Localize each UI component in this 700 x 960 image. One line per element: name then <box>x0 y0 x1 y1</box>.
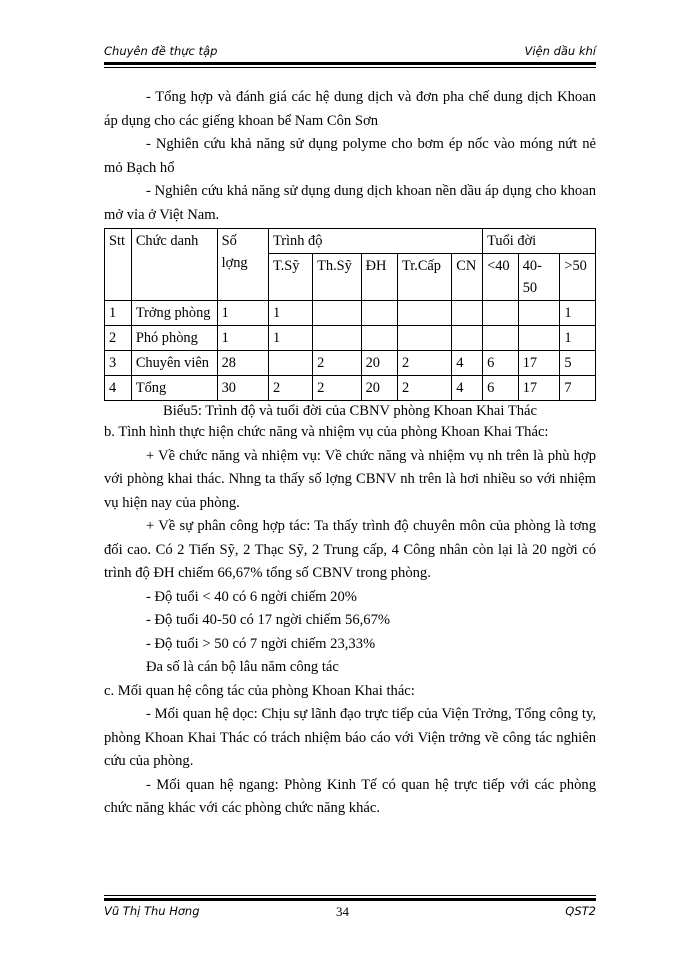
table-cell: 6 <box>483 376 519 401</box>
header-right: Viện dầu khí <box>524 44 596 58</box>
table-cell <box>361 301 397 326</box>
table-cell: 4 <box>452 351 483 376</box>
age-line: - Độ tuổi 40-50 có 17 ngời chiếm 56,67% <box>146 612 391 628</box>
subheader-cell: 40-50 <box>518 254 560 301</box>
page-header <box>104 44 596 62</box>
section-b-paragraph-1: + Về chức năng và nhiệm vụ: Về chức năng và nhiệm vụ nh trên là phù hợp với phòng khai thác. Nhng ta thấy số lợng CBNV nh trên là hơi nhiều so với nhiệm vụ hiện nay của phòng. <box>104 447 596 511</box>
intro-paragraph-3: - Nghiên cứu khả năng sử dụng dung dịch khoan nền dầu áp dụng cho khoan mở vỉa ở Việt Nam. <box>104 183 596 223</box>
table-header-row <box>105 229 596 254</box>
page-number: 34 <box>336 904 349 919</box>
table-cell: 5 <box>560 351 596 376</box>
table-cell: 1 <box>217 301 268 326</box>
table-cell: 2 <box>268 376 312 401</box>
subheader-cell: <40 <box>483 254 519 301</box>
table-cell: 1 <box>268 301 312 326</box>
table-cell <box>483 326 519 351</box>
footer-class: QST2 <box>565 904 596 918</box>
header-so-luong: Số lợng <box>217 229 268 301</box>
table-cell <box>313 301 362 326</box>
age-line: - Độ tuổi > 50 có 7 ngời chiếm 23,33% <box>146 635 376 652</box>
table-row <box>105 301 596 326</box>
table-cell: 2 <box>397 376 451 401</box>
table-cell <box>452 301 483 326</box>
staff-table <box>104 228 596 401</box>
intro-paragraph-2: - Nghiên cứu khả năng sử dụng polyme cho bơm ép nốc vào móng nứt nẻ mỏ Bạch hổ <box>104 136 596 176</box>
table-cell: Tổng <box>131 376 217 401</box>
table-cell: 1 <box>560 326 596 351</box>
table-cell: 2 <box>313 351 362 376</box>
table-cell: Phó phòng <box>131 326 217 351</box>
table-cell: 17 <box>518 376 560 401</box>
header-tuoi-doi: Tuổi đời <box>483 229 596 254</box>
table-cell: 4 <box>105 376 132 401</box>
table-cell <box>397 326 451 351</box>
table-cell: 2 <box>313 376 362 401</box>
table-cell: 30 <box>217 376 268 401</box>
table-cell: 3 <box>105 351 132 376</box>
header-chuc-danh: Chức danh <box>131 229 217 301</box>
subheader-cell: Th.Sỹ <box>313 254 362 301</box>
table-cell: 1 <box>217 326 268 351</box>
section-b-title: b. Tình hình thực hiện chức năng và nhiệm vụ của phòng Khoan Khai Thác: <box>104 424 549 440</box>
footer-rule <box>104 895 596 901</box>
subheader-cell: ĐH <box>361 254 397 301</box>
subheader-cell: Tr.Cấp <box>397 254 451 301</box>
table-cell: 2 <box>397 351 451 376</box>
table-cell: 28 <box>217 351 268 376</box>
table-cell: 20 <box>361 351 397 376</box>
table-cell: 6 <box>483 351 519 376</box>
table-row <box>105 326 596 351</box>
subheader-cell: CN <box>452 254 483 301</box>
table-cell <box>361 326 397 351</box>
table-cell: 17 <box>518 351 560 376</box>
table-cell: 20 <box>361 376 397 401</box>
table-cell <box>268 351 312 376</box>
document-body <box>104 86 596 821</box>
section-b-note: Đa số là cán bộ lâu năm công tác <box>146 659 339 675</box>
section-c-title: c. Mối quan hệ công tác của phòng Khoan Khai thác: <box>104 682 415 699</box>
section-c-paragraph-2: - Mối quan hệ ngang: Phòng Kinh Tế có quan hệ trực tiếp với các phòng chức năng khác với các phòng chức năng khác. <box>104 776 596 816</box>
table-cell <box>452 326 483 351</box>
table-cell <box>313 326 362 351</box>
table-cell: 4 <box>452 376 483 401</box>
table-cell <box>483 301 519 326</box>
section-b-paragraph-2: + Về sự phân công hợp tác: Ta thấy trình độ chuyên môn của phòng là tơng đối cao. Có 2 Tiến Sỹ, 2 Thạc Sỹ, 2 Trung cấp, 4 Công nhân còn lại là 20 ngời có trình độ ĐH chiếm 66,67% tổng số CBNV trong phòng. <box>104 518 596 581</box>
age-line: - Độ tuổi < 40 có 6 ngời chiếm 20% <box>146 588 357 605</box>
header-left: Chuyên đề thực tập <box>104 44 218 58</box>
table-cell: 1 <box>105 301 132 326</box>
table-cell: Trởng phòng <box>131 301 217 326</box>
subheader-cell: T.Sỹ <box>268 254 312 301</box>
header-stt: Stt <box>105 229 132 301</box>
footer-author: Vũ Thị Thu Hơng <box>104 904 200 918</box>
header-rule <box>104 62 596 68</box>
table-row <box>105 376 596 401</box>
subheader-cell: >50 <box>560 254 596 301</box>
section-c-paragraph-1: - Mối quan hệ dọc: Chịu sự lãnh đạo trực tiếp của Viện Trởng, Tổng công ty, phòng Khoan Khai Thác có trách nhiệm báo cáo với Viện trởng về công tác nghiên cứu của phòng. <box>104 706 596 769</box>
table-row <box>105 351 596 376</box>
table-cell: 1 <box>560 301 596 326</box>
page-footer <box>104 904 596 922</box>
table-cell <box>518 326 560 351</box>
intro-paragraph-1: - Tổng hợp và đánh giá các hệ dung dịch và đơn pha chế dung dịch Khoan áp dụng cho các giếng khoan bể Nam Côn Sơn <box>104 89 596 129</box>
table-caption: Biểu5: Trình độ và tuổi đời của CBNV phòng Khoan Khai Thác <box>162 403 538 419</box>
table-cell: 1 <box>268 326 312 351</box>
table-cell <box>518 301 560 326</box>
header-trinh-do: Trình độ <box>268 229 482 254</box>
table-cell: 7 <box>560 376 596 401</box>
table-cell: 2 <box>105 326 132 351</box>
table-cell <box>397 301 451 326</box>
table-cell: Chuyên viên <box>131 351 217 376</box>
